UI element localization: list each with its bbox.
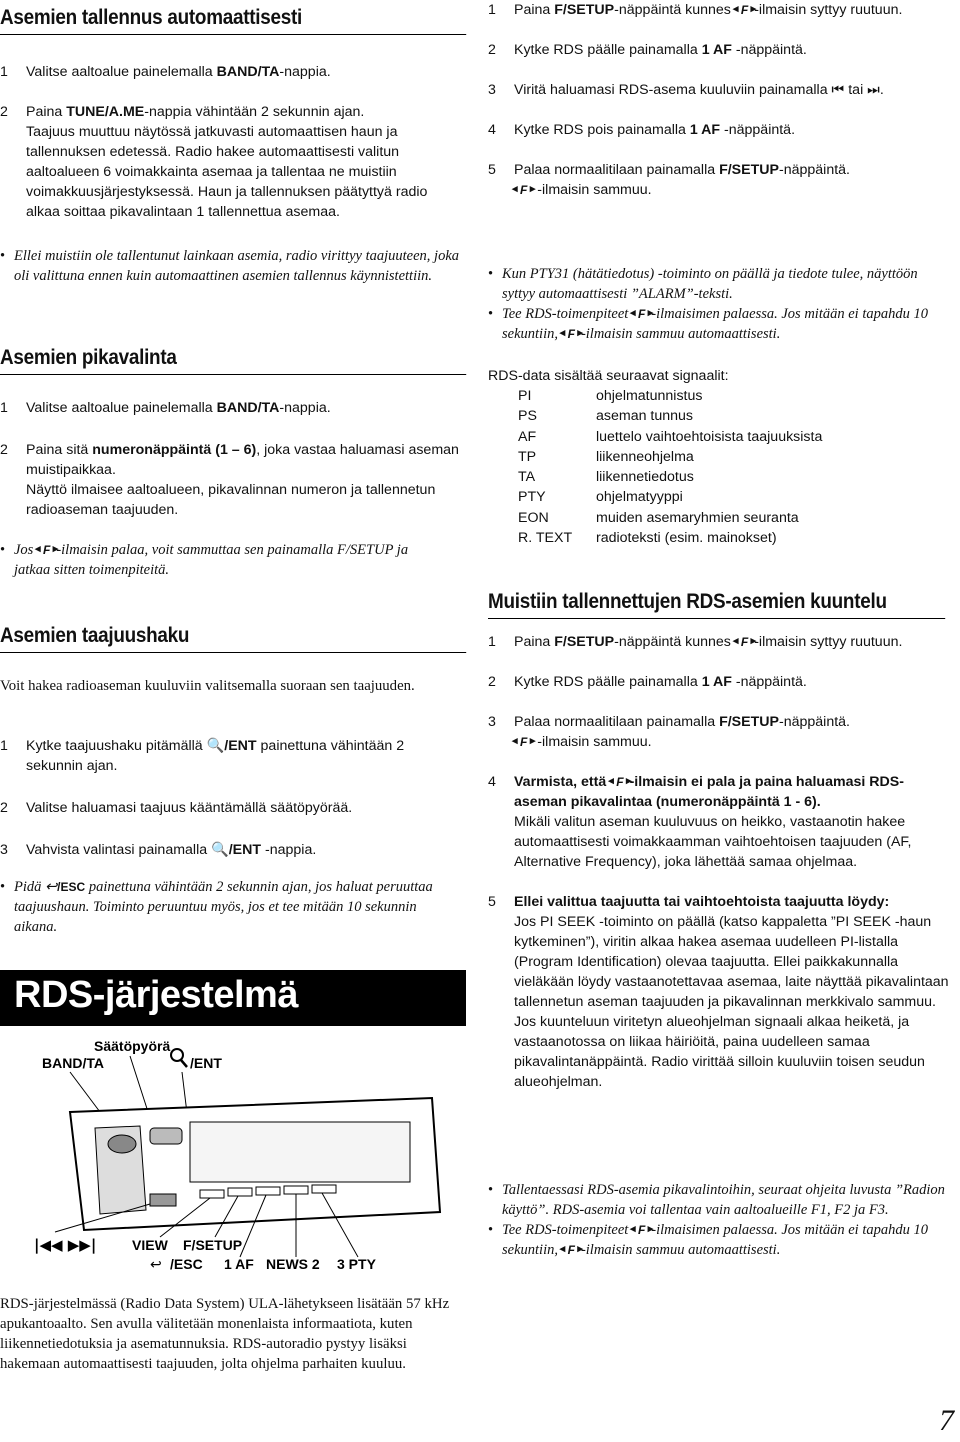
note-text: Ellei muistiin ole tallentunut lainkaan asemia, radio virittyy taajuuteen, joka oli valittuna ennen kuin automaattinen asemien tallennus käynnistettiin. <box>14 248 460 284</box>
heading-rds-memory: Muistiin tallennettujen RDS-asemien kuuntelu <box>488 590 945 619</box>
signal-code: PI <box>518 388 532 404</box>
step-item <box>488 772 950 872</box>
signal-code: EON <box>518 509 549 526</box>
page-number: 7 <box>939 1404 954 1437</box>
step-number: 1 <box>0 400 8 416</box>
step-number: 1 <box>0 64 8 80</box>
note-text: Pidä ↩/ESC painettuna vähintään 2 sekunnin ajan, jos haluat peruuttaa taajuushaun. Toiminto peruuntuu myös, jos et tee mitään 10 sekunnin aikana. <box>14 879 433 935</box>
step-item <box>0 102 462 222</box>
step-item <box>0 398 462 418</box>
band-button[interactable] <box>108 1135 136 1153</box>
rds-banner-title: RDS-järjestelmä <box>14 974 298 1016</box>
label-af: 1 AF <box>224 1256 254 1272</box>
rds-banner <box>0 970 466 1026</box>
signal-description: luettelo vaihtoehtoisista taajuuksista <box>596 428 823 445</box>
step-text: Valitse aaltoalue painelemalla BAND/TA-nappia. <box>26 400 331 416</box>
label-band-ta: BAND/TA <box>42 1055 104 1071</box>
step-text: Kytke RDS pois painamalla 1 AF -näppäintä. <box>514 122 796 138</box>
rds-on-steps <box>488 0 950 200</box>
step-item <box>488 120 950 140</box>
step-number: 1 <box>488 634 496 650</box>
step-item <box>0 440 462 520</box>
rds-signal-row <box>518 386 822 406</box>
pty-button[interactable] <box>312 1185 336 1193</box>
signal-code: R. TEXT <box>518 530 573 547</box>
step-number: 1 <box>488 2 496 18</box>
signal-code: TP <box>518 448 537 465</box>
step-text: Paina F/SETUP-näppäintä kunnes ◂ F ▸ -ilmaisin syttyy ruutuun. <box>514 0 902 20</box>
rds-signal-row <box>518 467 822 487</box>
step-text: Kytke RDS päälle painamalla 1 AF -näppäintä. <box>514 42 807 58</box>
preset-steps <box>0 398 462 520</box>
rds-signal-table <box>518 386 822 548</box>
freq-search-steps <box>0 736 462 860</box>
note-item <box>488 1220 950 1260</box>
ent-button[interactable] <box>150 1128 182 1144</box>
seek-button[interactable] <box>150 1194 176 1206</box>
step-text: Valitse aaltoalue painelemalla BAND/TA-nappia. <box>26 64 331 80</box>
label-fsetup: F/SETUP <box>183 1237 243 1253</box>
rds-data-title: RDS-data sisältää seuraavat signaalit: <box>488 368 729 384</box>
note-text: Jos ◂ F ▸ -ilmaisin palaa, voit sammuttaa sen painamalla F/SETUP ja jatkaa sitten toimenpiteitä. <box>14 540 440 580</box>
step-item <box>488 80 950 100</box>
step-item <box>488 40 950 60</box>
signal-code: TA <box>518 469 536 486</box>
signal-code: PTY <box>518 489 546 506</box>
bullet: • <box>488 1222 494 1238</box>
note-text: Tallentaessasi RDS-asemia pikavalintoihin, seuraat ohjeita luvusta ”Radion käyttö”. RDS-asemia voi tallentaa vain aaltoalueille F1, F2 ja F3. <box>502 1182 945 1218</box>
auto-store-steps <box>0 62 462 222</box>
step-item <box>488 672 950 692</box>
signal-description: liikennetiedotus <box>596 469 694 486</box>
label-news: NEWS 2 <box>266 1256 320 1272</box>
step-number: 2 <box>0 442 8 458</box>
rds-intro-text: RDS-järjestelmässä (Radio Data System) ULA-lähetykseen lisätään 57 kHz apukantoaalto. Sen avulla välitetään monenlaista informaatiota, kuten liikennetiedotuksia ja asematunnuksia. RDS-autoradio pystyy lisäksi hakemaan automaattisesti taajuuden, jolta ohjelma parhaiten kuuluu. <box>0 1296 450 1372</box>
bullet: • <box>488 306 494 322</box>
step-number: 3 <box>488 714 496 730</box>
seek-icons: |◀◀ ▶▶| <box>34 1236 97 1254</box>
bullet: • <box>0 542 6 558</box>
bullet: • <box>0 248 6 264</box>
rds-signal-row <box>518 447 822 467</box>
step-item <box>488 0 950 20</box>
step-number: 2 <box>488 42 496 58</box>
step-text: Valitse haluamasi taajuus kääntämällä säätöpyörää. <box>26 800 353 816</box>
bullet: • <box>488 266 494 282</box>
step-text: Kytke RDS päälle painamalla 1 AF -näppäintä. <box>514 674 807 690</box>
fsetup-button[interactable] <box>228 1188 252 1196</box>
label-pty: 3 PTY <box>337 1256 376 1272</box>
rds-signal-row <box>518 487 822 507</box>
step-item <box>488 160 950 200</box>
step-item <box>0 798 462 818</box>
step-text: Kytke taajuushaku pitämällä 🔍/ENT painettuna vähintään 2 sekunnin ajan. <box>26 738 405 774</box>
signal-code: AF <box>518 428 537 445</box>
bullet: • <box>0 879 6 895</box>
view-button[interactable] <box>200 1190 224 1198</box>
signal-description: muiden asemaryhmien seuranta <box>596 509 799 526</box>
step-item <box>488 712 950 752</box>
step-number: 5 <box>488 162 496 178</box>
rds-signal-row <box>518 406 822 426</box>
heading-freq-search: Asemien taajuushaku <box>0 624 466 653</box>
step-item <box>0 62 462 82</box>
radio-faceplate-figure <box>0 1032 466 1280</box>
rds-memory-steps <box>488 632 950 1092</box>
step-item <box>0 840 462 860</box>
signal-description: radioteksti (esim. mainokset) <box>596 530 777 547</box>
preset-note <box>0 540 440 580</box>
signal-code: PS <box>518 408 537 425</box>
label-saatopyora: Säätöpyörä <box>94 1038 171 1054</box>
step-number: 3 <box>0 842 8 858</box>
heading-auto-store: Asemien tallennus automaattisesti <box>0 6 466 35</box>
label-view: VIEW <box>132 1237 168 1253</box>
rds-memory-notes <box>488 1180 950 1260</box>
note-text: Tee RDS-toimenpiteet ◂ F ▸ -ilmaisimen palaessa. Jos mitään ei tapahdu 10 sekuntiin, ◂ F ▸ -ilmaisin sammuu automaattisesti. <box>502 304 944 344</box>
heading-preset: Asemien pikavalinta <box>0 346 466 375</box>
freq-search-intro: Voit hakea radioaseman kuuluviin valitsemalla suoraan sen taajuuden. <box>0 678 415 694</box>
step-item <box>488 632 950 652</box>
note-item <box>488 1180 950 1220</box>
return-icon: ↩ <box>150 1257 162 1273</box>
label-ent: /ENT <box>190 1055 222 1071</box>
step-number: 4 <box>488 122 496 138</box>
rds-signal-row <box>518 508 822 528</box>
rds-data-block <box>488 366 950 548</box>
note-text: Tee RDS-toimenpiteet ◂ F ▸ -ilmaisimen palaessa. Jos mitään ei tapahdu 10 sekuntiin, ◂ F ▸ -ilmaisin sammuu automaattisesti. <box>502 1220 950 1260</box>
step-item <box>0 736 462 776</box>
signal-description: ohjelmatunnistus <box>596 388 703 404</box>
note-item <box>488 304 944 344</box>
label-esc: /ESC <box>170 1256 203 1272</box>
step-text: Varmista, että ◂ F ▸ -ilmaisin ei pala ja paina haluamasi RDS-aseman pikavalintaa (numeronäppäintä 1 - 6). Mikäli valitun aseman kuuluvuus on heikko, vastaanotin hakee automaattisesti voimakkaamman vaihtoehtoisen taajuuden (AF, Alternative Frequency), joka lähettää samaa ohjelmaa. <box>514 772 950 872</box>
step-text: Palaa normaalitilaan painamalla F/SETUP-näppäintä. ◂ F ▸ -ilmaisin sammuu. <box>514 160 850 200</box>
step-number: 4 <box>488 774 496 790</box>
step-number: 1 <box>0 738 8 754</box>
step-text: Paina sitä numeronäppäintä (1 – 6), joka vastaa haluamasi aseman muistipaikkaa. Näyttö ilmaisee aaltoalueen, pikavalinnan numeron ja tallennetun radioaseman taajuuden. <box>26 442 459 518</box>
note-item <box>488 264 944 304</box>
rds-signal-row <box>518 528 822 548</box>
step-text: Viritä haluamasi RDS-asema kuuluviin painamalla ⏮ tai ⏭. <box>514 82 884 98</box>
step-number: 2 <box>488 674 496 690</box>
step-number: 3 <box>488 82 496 98</box>
note-text: Kun PTY31 (hätätiedotus) -toiminto on päällä ja tiedote tulee, näyttöön syttyy automaattisesti ”ALARM”-teksti. <box>502 266 918 302</box>
display-area <box>190 1122 410 1182</box>
freq-search-note <box>0 877 462 937</box>
step-text: Paina TUNE/A.ME-nappia vähintään 2 sekunnin ajan. Taajuus muuttuu näytössä jatkuvasti automaattisen haun ja tallennuksen edetessä. Radio hakee automaattisesti valitun aaltoalueen 6 voimakkainta asemaa ja tallentaa ne muistiin voimakkuusjärjestyksessä. Haun ja tallennuksen päätyttyä radio alkaa soittaa pikavalintaan 1 tallennettua asemaa. <box>26 104 428 220</box>
news-button[interactable] <box>284 1186 308 1194</box>
step-number: 2 <box>0 104 8 120</box>
step-number: 5 <box>488 894 496 910</box>
search-icon <box>171 1049 187 1067</box>
step-item <box>488 892 950 1092</box>
step-number: 2 <box>0 800 8 816</box>
signal-description: aseman tunnus <box>596 408 694 425</box>
step-text: Palaa normaalitilaan painamalla F/SETUP-näppäintä. ◂ F ▸ -ilmaisin sammuu. <box>514 712 850 752</box>
bullet: • <box>488 1182 494 1198</box>
af-button[interactable] <box>256 1187 280 1195</box>
rds-on-notes <box>488 264 944 344</box>
signal-description: liikenneohjelma <box>596 448 694 465</box>
auto-store-note <box>0 246 462 286</box>
rds-signal-row <box>518 427 822 447</box>
step-text: Ellei valittua taajuutta tai vaihtoehtoista taajuutta löydy: Jos PI SEEK -toiminto on päällä (katso kappaletta ”PI SEEK -haun kytkeminen”), viritin alkaa hakea asemaa uudelleen PI-listalla (Program Identification) olevaa taajuutta. Ellei paikkakunnalla vieläkään löydy vastaanotettavaa asemaa, laite näyttää pikavalintaan tallennetun aseman taajuuden ja pikavalinnan merkkivalo sammuu. Jos kuunteluun viritetyn alueohjelman signaali alkaa heiketä, ja vastaanotossa on liikaa häiriöitä, paina uudelleen samaa pikavalintanäppäintä. Radio virittää silloin kuuluviin toisen seudun alueohjelman. <box>514 894 949 1090</box>
signal-description: ohjelmatyyppi <box>596 489 683 506</box>
step-text: Vahvista valintasi painamalla 🔍/ENT -nappia. <box>26 842 317 858</box>
step-text: Paina F/SETUP-näppäintä kunnes ◂ F ▸ -ilmaisin syttyy ruutuun. <box>514 632 902 652</box>
